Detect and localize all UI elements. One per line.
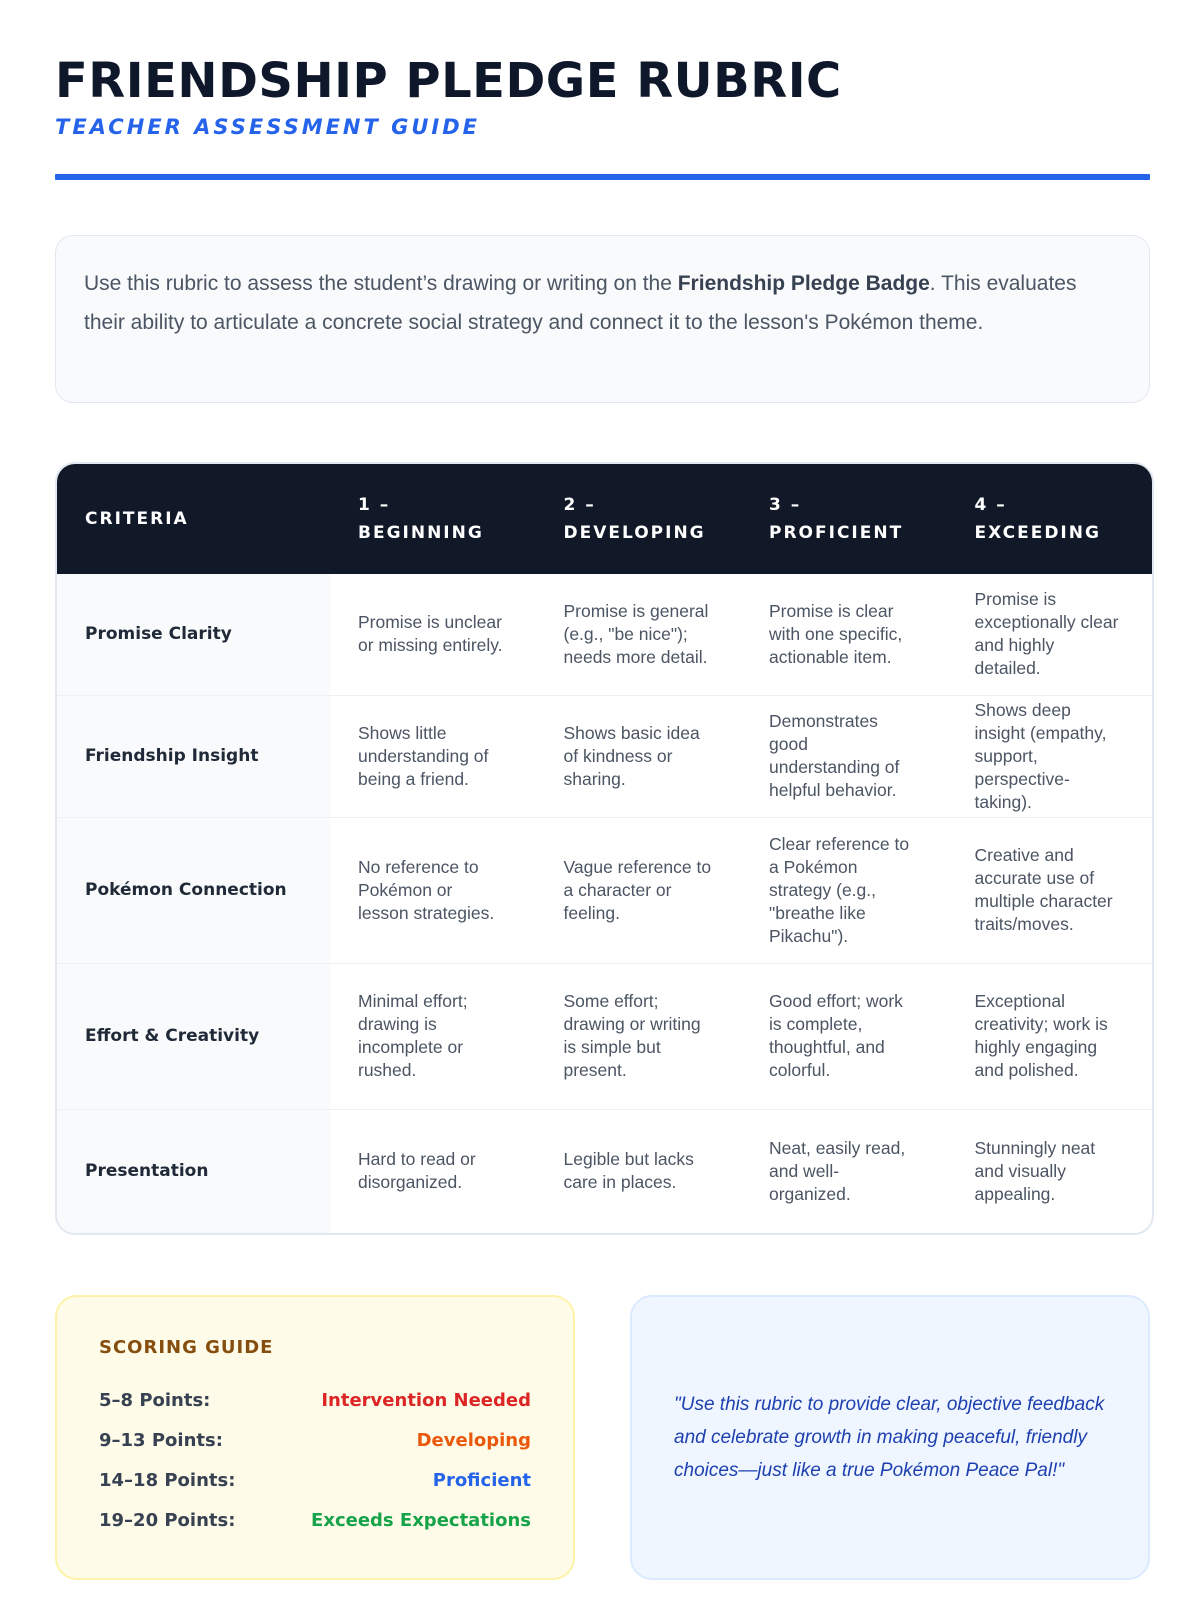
rubric-table [55, 462, 1154, 1235]
rubric-cell: No reference to Pokémon or lesson strategies. [330, 817, 536, 963]
rubric-cell: Good effort; work is complete, thoughtful, and colorful. [741, 963, 947, 1109]
score-row [99, 1380, 531, 1420]
score-row [99, 1500, 531, 1540]
rubric-cell: Promise is general (e.g., "be nice"); needs more detail. [563, 600, 709, 667]
score-row [99, 1460, 531, 1500]
rubric-cell: Promise is unclear or missing entirely. [358, 612, 503, 656]
column-header-criteria: CRITERIA [85, 509, 189, 529]
score-range: 14–18 Points: [99, 1469, 236, 1491]
criterion-cell: Promise Clarity [57, 574, 330, 695]
rubric-cell: Some effort; drawing or writing is simple but present. [536, 963, 742, 1109]
table-row [57, 695, 1152, 817]
rubric-cell: Creative and accurate use of multiple character traits/moves. [947, 817, 1153, 963]
table-row [57, 1109, 1152, 1233]
criterion-cell: Presentation [57, 1109, 330, 1233]
rubric-cell: Exceptional creativity; work is highly engaging and polished. [947, 963, 1153, 1109]
rubric-cell: Promise is exceptionally clear and highly detailed. [974, 589, 1119, 679]
score-level: Exceeds Expectations [311, 1509, 531, 1531]
criterion-cell: Pokémon Connection [57, 817, 330, 963]
intro-text-start: Use this rubric to assess the student’s drawing or writing on the [84, 272, 678, 295]
criterion-cell: Effort & Creativity [57, 963, 330, 1109]
table-row [57, 817, 1152, 963]
score-range: 5–8 Points: [99, 1389, 211, 1411]
rubric-cell: Shows basic idea of kindness or sharing. [536, 695, 742, 817]
rubric-header-row [57, 464, 1152, 574]
table-row [57, 963, 1152, 1109]
rubric-cell: Hard to read or disorganized. [330, 1109, 536, 1233]
column-header-exceeding: 4 – EXCEEDING [974, 495, 1101, 543]
intro-text-end: . This evaluates their ability to articulate a concrete social strategy and connect it to the lesson's Pokémon theme. [84, 272, 1077, 334]
intro-box [55, 235, 1150, 403]
page-subtitle: TEACHER ASSESSMENT GUIDE [55, 115, 481, 139]
table-row [57, 574, 1152, 695]
header-divider [55, 174, 1150, 180]
page-header [55, 50, 1150, 142]
rubric-cell: Minimal effort; drawing is incomplete or rushed. [330, 963, 536, 1109]
column-header-beginning: 1 – BEGINNING [358, 495, 484, 543]
score-range: 19–20 Points: [99, 1509, 236, 1531]
score-level: Developing [416, 1429, 531, 1451]
score-level: Proficient [432, 1469, 531, 1491]
rubric-cell: Shows deep insight (empathy, support, perspective-taking). [947, 695, 1153, 817]
criterion-cell: Friendship Insight [57, 695, 330, 817]
rubric-grid [57, 464, 1152, 1233]
teacher-quote: "Use this rubric to provide clear, objective feedback and celebrate growth in making peaceful, friendly choices—just like a true Pokémon Peace Pal!" [674, 1394, 1105, 1481]
rubric-cell: Legible but lacks care in places. [536, 1109, 742, 1233]
page-title: FRIENDSHIP PLEDGE RUBRIC [55, 53, 842, 109]
scoring-guide [55, 1295, 575, 1580]
rubric-cell: Demonstrates good understanding of helpful behavior. [741, 695, 947, 817]
rubric-cell: Vague reference to a character or feeling. [536, 817, 742, 963]
column-header-developing: 2 – DEVELOPING [563, 495, 706, 543]
rubric-cell: Stunningly neat and visually appealing. [947, 1109, 1153, 1233]
score-range: 9–13 Points: [99, 1429, 223, 1451]
score-level: Intervention Needed [321, 1389, 531, 1411]
rubric-cell: Clear reference to a Pokémon strategy (e.g., "breathe like Pikachu"). [741, 817, 947, 963]
rubric-cell: Shows little understanding of being a friend. [330, 695, 536, 817]
score-row [99, 1420, 531, 1460]
rubric-cell: Promise is clear with one specific, actionable item. [769, 600, 903, 667]
intro-badge-name: Friendship Pledge Badge [677, 272, 930, 295]
column-header-proficient: 3 – PROFICIENT [769, 495, 904, 543]
rubric-cell: Neat, easily read, and well-organized. [741, 1109, 947, 1233]
scoring-guide-title: SCORING GUIDE [99, 1337, 274, 1358]
teacher-note [630, 1295, 1150, 1580]
